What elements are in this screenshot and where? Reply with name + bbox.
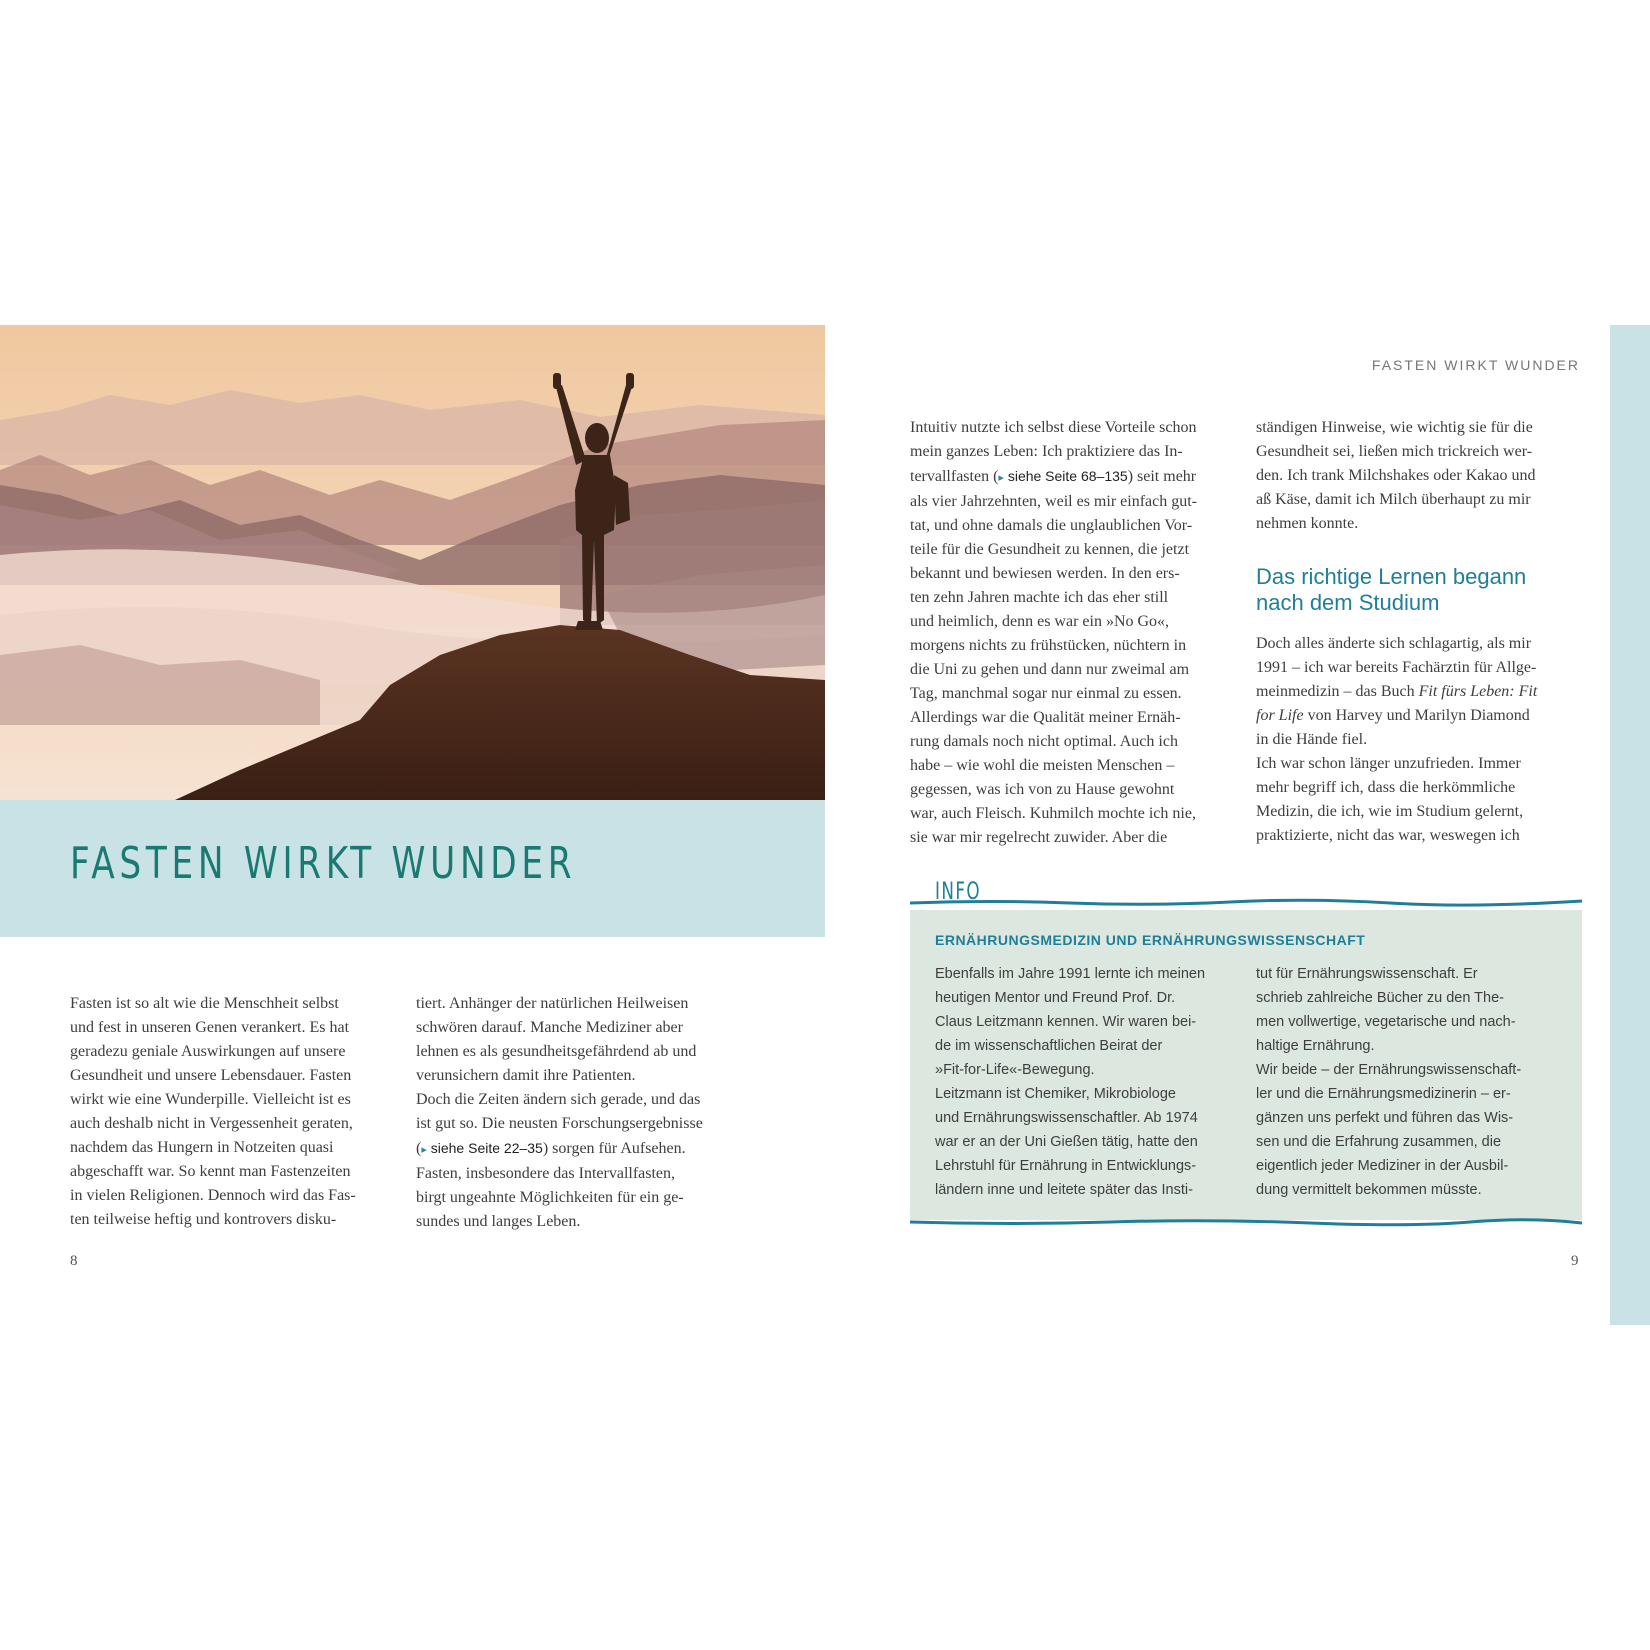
body-line: wirkt wie eine Wunderpille. Vielleicht ist es [70,1091,351,1108]
right-page-column-2-top [1256,416,1586,536]
info-line: men vollwertige, vegetarische und nach- [1256,1014,1516,1030]
body-line: und heimlich, denn es war ein »No Go«, [910,613,1170,630]
left-page-column-2 [416,992,756,1234]
body-line: mein ganzes Leben: Ich praktiziere das In- [910,443,1183,460]
info-top-brush-line [910,897,1582,907]
info-line: ler und die Ernährungsmedizinerin – er- [1256,1086,1511,1102]
info-line: gänzen uns perfekt und führen das Wis- [1256,1110,1514,1126]
body-line: Medizin, die ich, wie im Studium gelernt, [1256,803,1524,820]
right-page-column-2-bottom [1256,632,1586,848]
body-line: Ich war schon länger unzufrieden. Immer [1256,755,1521,772]
running-head: FASTEN WIRKT WUNDER [1371,357,1580,373]
body-line: als vier Jahrzehnten, weil es mir einfach gut- [910,493,1197,510]
page-reference-link[interactable]: ▸ siehe Seite 68–135 [998,468,1128,484]
body-line: rung damals noch nicht optimal. Auch ich [910,733,1178,750]
body-line: Fasten, insbesondere das Intervallfasten, [416,1165,676,1182]
info-line: heutigen Mentor und Freund Prof. Dr. [935,990,1176,1006]
body-line: mehr begriff ich, dass die herkömmliche [1256,779,1516,796]
info-line: schrieb zahlreiche Bücher zu den The- [1256,990,1504,1006]
page-reference-link[interactable]: ▸ siehe Seite 22–35 [421,1140,543,1156]
right-page-column-1 [910,416,1240,850]
body-line: Gesundheit sei, ließen mich trickreich wer- [1256,443,1533,460]
body-line: tiert. Anhänger der natürlichen Heilweisen [416,995,689,1012]
body-line: lehnen es als gesundheitsgefährdend ab und [416,1043,697,1060]
body-line: ist gut so. Die neusten Forschungsergebnisse [416,1115,703,1132]
info-heading: ERNÄHRUNGSMEDIZIN UND ERNÄHRUNGSWISSENSCHAFT [935,932,1366,948]
info-line: sen und die Erfahrung zusammen, die [1256,1134,1502,1150]
body-line: morgens nichts zu frühstücken, nüchtern in [910,637,1187,654]
triangle-arrow-icon: ▸ [421,1144,427,1156]
info-column-1 [935,962,1235,1202]
body-line: in die Hände fiel. [1256,731,1368,748]
body-line: sie war mir regelrecht zuwider. Aber die [910,829,1168,846]
body-line: Fasten ist so alt wie die Menschheit selbst [70,995,339,1012]
body-line-with-reference: (▸ siehe Seite 22–35) sorgen für Aufsehen. [416,1140,686,1157]
body-line-with-reference: tervallfasten (▸ siehe Seite 68–135) seit mehr [910,468,1197,485]
info-line: Wir beide – der Ernährungswissenschaft- [1256,1062,1522,1078]
body-line: meinmedizin – das Buch Fit fürs Leben: Fit [1256,683,1538,700]
body-line: auch deshalb nicht in Vergessenheit geraten, [70,1115,353,1132]
body-line: in vielen Religionen. Dennoch wird das Fas- [70,1187,356,1204]
body-line: aß Käse, damit ich Milch überhaupt zu mir [1256,491,1531,508]
section-subheading: Das richtige Lernen begann nach dem Studium [1256,564,1527,615]
body-line: ständigen Hinweise, wie wichtig sie für die [1256,419,1533,436]
info-line: dung vermittelt bekommen müsste. [1256,1182,1482,1198]
body-line: Doch alles änderte sich schlagartig, als mir [1256,635,1532,652]
info-line: Leitzmann ist Chemiker, Mikrobiologe [935,1086,1176,1102]
info-line: war er an der Uni Gießen tätig, hatte den [935,1134,1198,1150]
body-line: nehmen konnte. [1256,515,1359,532]
book-title: Fit fürs Leben: Fit [1418,683,1538,700]
body-line: for Life von Harvey und Marilyn Diamond [1256,707,1530,724]
body-line: nachdem das Hungern in Notzeiten quasi [70,1139,334,1156]
body-line: Doch die Zeiten ändern sich gerade, und das [416,1091,701,1108]
info-line: haltige Ernährung. [1256,1038,1375,1054]
page-number-right: 9 [1571,1253,1579,1269]
body-line: Gesundheit und unsere Lebensdauer. Fasten [70,1067,352,1084]
hero-photo-mountain-silhouette [0,325,825,800]
body-line: habe – wie wohl die meisten Menschen – [910,757,1175,774]
body-line: praktizierte, nicht das war, weswegen ich [1256,827,1520,844]
body-line: Allerdings war die Qualität meiner Ernäh- [910,709,1181,726]
info-line: und Ernährungswissenschaftler. Ab 1974 [935,1110,1198,1126]
info-column-2 [1256,962,1556,1202]
info-line: tut für Ernährungswissenschaft. Er [1256,966,1478,982]
triangle-arrow-icon: ▸ [998,472,1004,484]
book-title: for Life [1256,707,1304,724]
body-line: und fest in unseren Genen verankert. Es hat [70,1019,350,1036]
body-line: den. Ich trank Milchshakes oder Kakao und [1256,467,1536,484]
body-line: sundes und langes Leben. [416,1213,581,1230]
body-line: verunsichern damit ihre Patienten. [416,1067,636,1084]
info-line: de im wissenschaftlichen Beirat der [935,1038,1163,1054]
body-line: geradezu geniale Auswirkungen auf unsere [70,1043,346,1060]
body-line: birgt ungeahnte Möglichkeiten für ein ge- [416,1189,684,1206]
info-label: INFO [935,877,982,905]
body-line: 1991 – ich war bereits Fachärztin für Allge- [1256,659,1537,676]
page-number-left: 8 [70,1253,78,1269]
info-line: »Fit-for-Life«-Bewegung. [935,1062,1095,1078]
body-line: ten teilweise heftig und kontrovers disku- [70,1211,337,1228]
page-edge-band [1610,325,1650,1325]
body-line: bekannt und bewiesen werden. In den ers- [910,565,1180,582]
body-line: war, auch Fleisch. Kuhmilch mochte ich nie, [910,805,1196,822]
left-page-column-1 [70,992,400,1232]
body-line: ten zehn Jahren machte ich das eher still [910,589,1169,606]
body-line: abgeschafft war. So kennt man Fastenzeiten [70,1163,351,1180]
info-line: Lehrstuhl für Ernährung in Entwicklungs- [935,1158,1197,1174]
info-line: eigentlich jeder Mediziner in der Ausbil- [1256,1158,1509,1174]
info-line: ländern inne und leitete später das Insti- [935,1182,1193,1198]
body-line: Tag, manchmal sogar nur einmal zu essen. [910,685,1182,702]
chapter-title: FASTEN WIRKT WUNDER [70,838,577,889]
info-line: Claus Leitzmann kennen. Wir waren bei- [935,1014,1197,1030]
body-line: gegessen, was ich von zu Hause gewohnt [910,781,1175,798]
info-line: Ebenfalls im Jahre 1991 lernte ich meinen [935,966,1206,982]
body-line: teile für die Gesundheit zu kennen, die jetzt [910,541,1190,558]
body-line: tat, und ohne damals die unglaublichen Vor- [910,517,1193,534]
info-bottom-brush-line [910,1218,1582,1228]
body-line: die Uni zu gehen und dann nur zweimal am [910,661,1190,678]
body-line: Intuitiv nutzte ich selbst diese Vorteile schon [910,419,1197,436]
body-line: schwören darauf. Manche Mediziner aber [416,1019,683,1036]
